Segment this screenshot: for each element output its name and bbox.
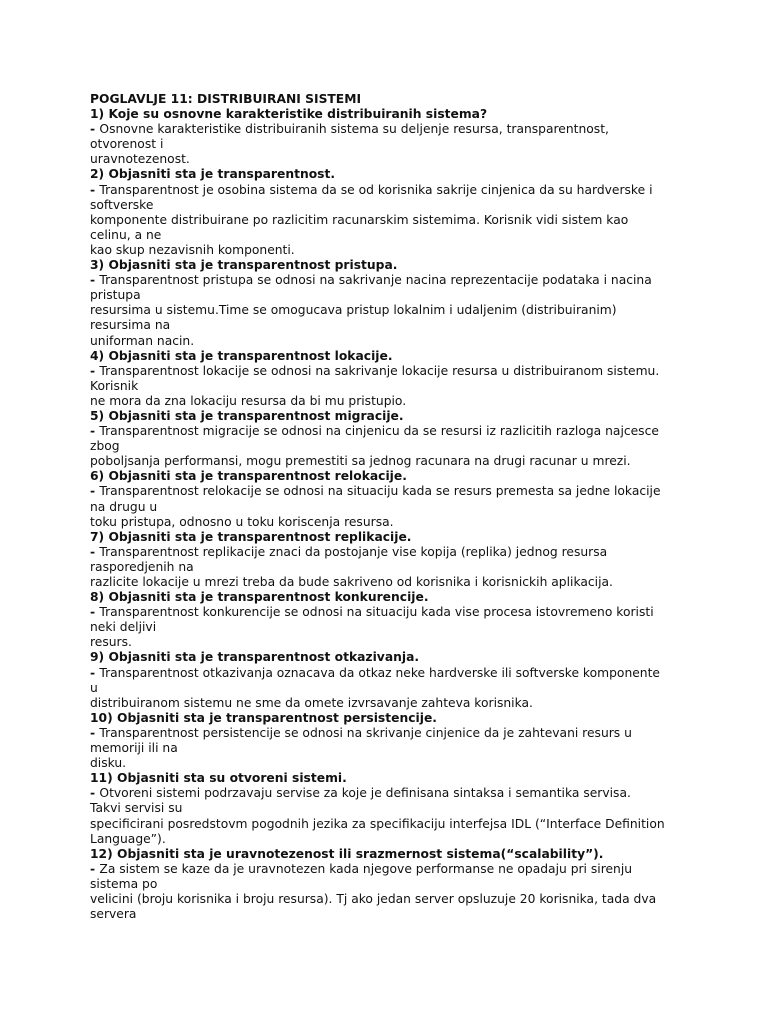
answer-text: Transparentnost je osobina sistema da se od korisnika sakrije cinjenica da su hardverske i [99,182,653,197]
answer-line [90,379,690,394]
answer-text: resurs. [90,635,132,650]
qa-section [90,711,690,771]
answer-first-line [90,273,690,288]
answer-first-line [90,605,690,620]
answer-text: kao skup nezavisnih komponenti. [90,242,295,257]
question-heading: 2) Objasniti sta je transparentnost. [90,167,336,182]
answer-text: servera [90,907,137,922]
answer-first-line [90,545,690,560]
answer-text: distribuiranom sistemu ne sme da omete izvrsavanje zahteva korisnika. [90,695,533,710]
answer-first-line [90,424,690,439]
answer-text: specificirani posredstovm pogodnih jezika za specifikaciju interfejsa IDL (“Interface Definition [90,816,665,831]
answer-first-line [90,122,690,137]
answer-dash: - [90,182,100,197]
answer-first-line [90,484,690,499]
answer-text: Otvoreni sistemi podrzavaju servise za koje je definisana sintaksa i semantika servisa. [99,786,631,801]
answer-text: pristupa [90,288,141,303]
answer-text: Transparentnost lokacije se odnosi na sakrivanje lokacije resursa u distribuiranom sistemu. [99,363,660,378]
answer-text: Takvi servisi su [90,801,183,816]
answer-text: toku pristupa, odnosno u toku koriscenja resursa. [90,514,394,529]
answer-dash: - [90,665,100,680]
answer-text: rasporedjenih na [90,559,194,574]
answer-line [90,303,690,318]
answer-text: Transparentnost persistencije se odnosi na skrivanje cinjenice da je zahtevani resurs u [99,725,632,740]
question-heading: 1) Koje su osnovne karakteristike distribuiranih sistema? [90,107,488,122]
answer-text: Transparentnost relokacije se odnosi na situaciju kada se resurs premesta sa jedne lokacije [99,484,661,499]
answer-text: Osnovne karakteristike distribuiranih sistema su deljenje resursa, transparentnost, [99,122,609,137]
answer-first-line [90,726,690,741]
answer-line [90,439,690,454]
answer-first-line [90,364,690,379]
answer-text: velicini (broju korisnika i broju resursa). Tj ako jedan server opsluzuje 20 korisnika, tada dva [90,891,657,906]
answer-line [90,334,690,349]
answer-text: Transparentnost otkazivanja oznacava da otkaz neke hardverske ili softverske komponente [99,665,660,680]
answer-line [90,152,690,167]
answer-text: otvorenost i [90,137,164,152]
question-heading: 11) Objasniti sta su otvoreni sistemi. [90,771,347,786]
answer-line [90,243,690,258]
answer-dash: - [90,424,100,439]
answer-text: sistema po [90,876,158,891]
qa-section [90,847,690,922]
question-heading: 9) Objasniti sta je transparentnost otkazivanja. [90,650,420,665]
answer-text: uniforman nacin. [90,333,195,348]
answer-text: celinu, a ne [90,227,162,242]
qa-section [90,349,690,409]
answer-line [90,213,690,228]
answer-dash: - [90,273,100,288]
answer-text: resursima na [90,318,171,333]
answer-line [90,137,690,152]
answer-text: neki deljivi [90,620,157,635]
answer-dash: - [90,363,100,378]
answer-first-line [90,666,690,681]
answer-line [90,228,690,243]
answer-line [90,620,690,635]
answer-line [90,877,690,892]
answer-line [90,756,690,771]
document-page [90,92,690,922]
answer-text: zbog [90,439,120,454]
answer-text: Za sistem se kaze da je uravnotezen kada njegove performanse ne opadaju pri sirenju [99,861,633,876]
answer-text: razlicite lokacije u mrezi treba da bude sakriveno od korisnika i korisnickih aplikacija. [90,575,613,589]
answer-line [90,318,690,333]
answer-dash: - [90,544,100,559]
answer-line [90,560,690,575]
answer-text: u [90,680,98,695]
answer-first-line [90,183,690,198]
answer-text: softverske [90,197,154,212]
qa-section [90,771,690,846]
answer-text: resursima u sistemu.Time se omogucava pristup lokalnim i udaljenim (distribuiranim) [90,303,617,318]
qa-section [90,590,690,650]
answer-text: Korisnik [90,378,139,393]
answer-text: uravnotezenost. [90,152,190,167]
question-heading: 12) Objasniti sta je uravnotezenost ili srazmernost sistema(“scalability”). [90,846,604,861]
answer-text: Transparentnost replikacije znaci da postojanje vise kopija (replika) jednog resursa [99,544,608,559]
document-sections [90,107,690,922]
qa-section [90,107,690,167]
question-heading: 3) Objasniti sta je transparentnost pristupa. [90,258,398,273]
answer-line [90,394,690,409]
answer-first-line [90,862,690,877]
qa-section [90,258,690,349]
qa-section [90,469,690,529]
answer-line [90,198,690,213]
answer-line [90,515,690,530]
answer-text: memoriji ili na [90,741,178,756]
document-title: POGLAVLJE 11: DISTRIBUIRANI SISTEMI [90,92,362,106]
question-heading: 6) Objasniti sta je transparentnost relokacije. [90,469,407,484]
answer-line [90,575,690,590]
answer-line [90,892,690,907]
answer-dash: - [90,484,100,499]
answer-dash: - [90,122,100,137]
answer-dash: - [90,725,100,740]
answer-text: na drugu u [90,499,158,514]
answer-line [90,817,690,832]
answer-text: ne mora da zna lokaciju resursa da bi mu pristupio. [90,393,407,408]
answer-line [90,681,690,696]
qa-section [90,530,690,590]
answer-line [90,741,690,756]
answer-line [90,832,690,847]
answer-dash: - [90,786,100,801]
answer-text: Language”). [90,831,166,846]
answer-line [90,288,690,303]
answer-line [90,696,690,711]
answer-text: disku. [90,756,127,771]
qa-section [90,650,690,710]
question-heading: 8) Objasniti sta je transparentnost konkurencije. [90,590,429,605]
answer-text: komponente distribuirane po razlicitim racunarskim sistemima. Korisnik vidi sistem kao [90,212,629,227]
answer-text: Transparentnost migracije se odnosi na cinjenicu da se resursi iz razlicitih razloga najcesce [99,424,659,439]
question-heading: 5) Objasniti sta je transparentnost migracije. [90,408,404,423]
question-heading: 7) Objasniti sta je transparentnost replikacije. [90,529,412,544]
answer-dash: - [90,605,100,620]
answer-line [90,454,690,469]
answer-line [90,500,690,515]
answer-text: Transparentnost pristupa se odnosi na sakrivanje nacina reprezentacije podataka i nacina [99,273,652,288]
question-heading: 4) Objasniti sta je transparentnost lokacije. [90,348,393,363]
answer-dash: - [90,861,100,876]
answer-line [90,635,690,650]
question-heading: 10) Objasniti sta je transparentnost persistencije. [90,710,437,725]
qa-section [90,409,690,469]
answer-first-line [90,786,690,801]
answer-text: poboljsanja performansi, mogu premestiti sa jednog racunara na drugi racunar u mrezi. [90,454,631,469]
answer-line [90,907,690,922]
answer-line [90,801,690,816]
qa-section [90,167,690,258]
answer-text: Transparentnost konkurencije se odnosi na situaciju kada vise procesa istovremeno koristi [99,605,654,620]
